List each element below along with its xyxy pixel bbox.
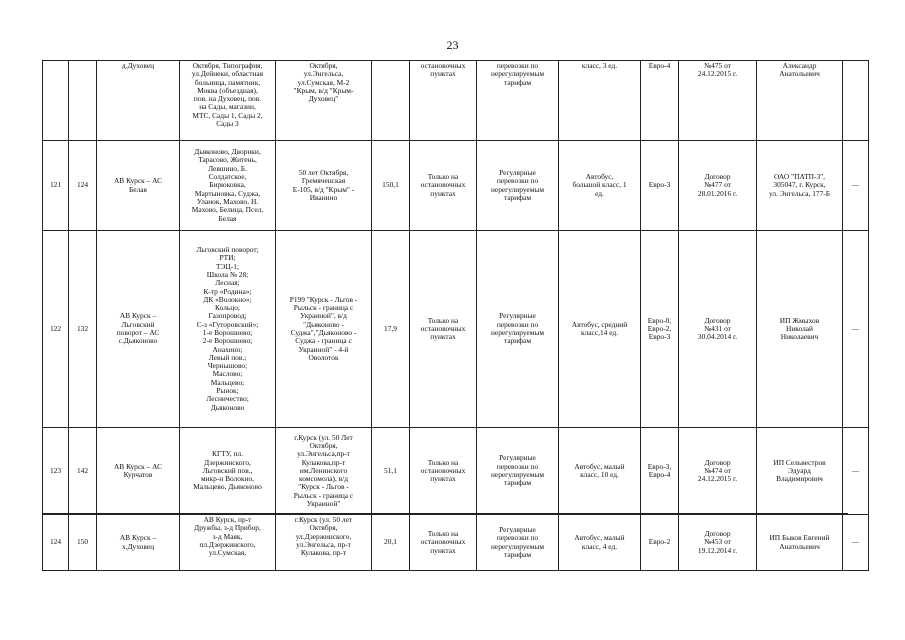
row-separator (42, 513, 848, 514)
table-row (43, 61, 869, 141)
cell-length (372, 61, 410, 141)
cell-contract: Договор №431 от 30.04.2014 г. (679, 231, 757, 428)
cell-num: 123 (43, 428, 69, 515)
cell-route: 150 (69, 515, 97, 571)
cell-vehicle: Автобус, малый класс, 10 ед. (559, 428, 641, 515)
table-row (43, 515, 869, 571)
cell-eco: Евро-0, Евро-2, Евро-3 (641, 231, 679, 428)
cell-carrier: ИП Быков Евгений Анатольевич (757, 515, 843, 571)
cell-vehicle: класс, 3 ед. (559, 61, 641, 141)
cell-name: АВ Курск – АС Белая (97, 141, 180, 231)
cell-name: д.Духовец (97, 61, 180, 141)
cell-length: 20,1 (372, 515, 410, 571)
cell-stops: Октября, Типография, ул.Дейнеки, областная больница, памятник, Моква (объездная), пов. на Духовец, пов. на Сады, магазин, МТС, Сады 1, Сады 2, Сады 3 (180, 61, 276, 141)
cell-stops: Льговский поворот; РТИ; ТЭЦ-1; Школа № 28; Лесная; К-тр «Родина»; ДК «Волокно»; Кольцо; Газопровод; С-з «Гуторовский»; 1-е Ворошнево; 2-е Ворошнево; Анахино; Левый пов.; Чернышово; Маслово; Мальцево; Рынок; Лесничество; Дьяконово (180, 231, 276, 428)
cell-extra: — (843, 231, 869, 428)
cell-boarding: Только на остановочных пунктах (410, 141, 477, 231)
cell-route (69, 61, 97, 141)
cell-vehicle: Автобус, малый класс, 4 ед. (559, 515, 641, 571)
cell-extra: — (843, 428, 869, 515)
cell-type: Регулярные перевозки по нерегулируемым тарифам (477, 515, 559, 571)
cell-streets: г.Курск (ул. 50 лет Октября, ул.Дзержинского, ул.Энгельса, пр-т Кулакова, пр-т (276, 515, 372, 571)
cell-route: 124 (69, 141, 97, 231)
cell-extra (843, 61, 869, 141)
cell-type: Регулярные перевозки по нерегулируемым тарифам (477, 231, 559, 428)
cell-type: Регулярные перевозки по нерегулируемым тарифам (477, 141, 559, 231)
cell-route: 142 (69, 428, 97, 515)
cell-num: 121 (43, 141, 69, 231)
cell-length: 51,1 (372, 428, 410, 515)
cell-carrier: ИП Жмыхов Николай Николаевич (757, 231, 843, 428)
cell-streets: Октября, ул.Энгельса, ул.Сумская, М-2 "Крым, в/д "Крым- Духовец" (276, 61, 372, 141)
cell-num (43, 61, 69, 141)
cell-contract: №475 от 24.12.2015 г. (679, 61, 757, 141)
cell-extra: — (843, 141, 869, 231)
cell-type: перевозки по нерегулируемым тарифам (477, 61, 559, 141)
cell-vehicle: Автобус, большой класс, 1 ед. (559, 141, 641, 231)
cell-stops: КГТУ, пл. Дзержинского, Льговский пов., микр-н Волокно, Мальцево, Дьяконово (180, 428, 276, 515)
cell-route: 132 (69, 231, 97, 428)
cell-boarding: остановочных пунктах (410, 61, 477, 141)
cell-type: Регулярные перевозки по нерегулируемым тарифам (477, 428, 559, 515)
cell-name: АВ Курск – х.Духовец (97, 515, 180, 571)
cell-stops: АВ Курск, пр-т Дружбы, з-д Прибор, з-д Маяк, пл.Дзержинского, ул.Сумская, (180, 515, 276, 571)
cell-streets: г.Курск (ул. 50 Лет Октября, ул.Энгельса,пр-т Кулакова,пр-т им.Ленинского комсомола), в/д "Курск - Льгов - Рыльск - граница с Украиной" (276, 428, 372, 515)
table-row (43, 428, 869, 515)
cell-vehicle: Автобус, средний класс,14 ед. (559, 231, 641, 428)
cell-streets: 50 лет Октября, Гремяченская Е-105, в/д "Крым" - Иванино (276, 141, 372, 231)
cell-length: 150,1 (372, 141, 410, 231)
cell-length: 17,9 (372, 231, 410, 428)
table-row (43, 141, 869, 231)
cell-boarding: Только на остановочных пунктах (410, 231, 477, 428)
cell-boarding: Только на остановочных пунктах (410, 515, 477, 571)
cell-eco: Евро-3, Евро-4 (641, 428, 679, 515)
cell-streets: Р199 "Курск - Льгов - Рыльск - граница с Украиной", в/д "Дьяконово - Суджа","Дьяконово - Суджа - граница с Украиной" - 4-й Оволоток (276, 231, 372, 428)
cell-name: АВ Курск – АС Курчатов (97, 428, 180, 515)
table-row (43, 231, 869, 428)
cell-boarding: Только на остановочных пунктах (410, 428, 477, 515)
cell-carrier: ИП Сельвестров Эдуард Владимирович (757, 428, 843, 515)
cell-carrier: Александр Анатольевич (757, 61, 843, 141)
cell-num: 124 (43, 515, 69, 571)
cell-eco: Евро-3 (641, 141, 679, 231)
cell-contract: Договор №453 от 19.12.2014 г. (679, 515, 757, 571)
page-number: 23 (446, 38, 459, 52)
cell-stops: Дьяконово, Дворики, Тарасово, Житень, Левшино, Б. Солдатское, Бирюковка, Мартыновка, Суджа, Уланок, Махово, Н. Махово, Белица, Псел, Белая (180, 141, 276, 231)
cell-num: 122 (43, 231, 69, 428)
cell-carrier: ОАО "ПАТП-3", 305047, г. Курск, ул. Энгельса, 177-Б (757, 141, 843, 231)
cell-eco: Евро-2 (641, 515, 679, 571)
cell-eco: Евро-4 (641, 61, 679, 141)
cell-contract: Договор №474 от 24.12.2015 г. (679, 428, 757, 515)
routes-table-body (43, 61, 869, 571)
cell-extra: — (843, 515, 869, 571)
cell-contract: Договор №477 от 28.01.2016 г. (679, 141, 757, 231)
cell-name: АВ Курск – Льговский поворот – АС с.Дьяконово (97, 231, 180, 428)
routes-table (42, 60, 869, 571)
